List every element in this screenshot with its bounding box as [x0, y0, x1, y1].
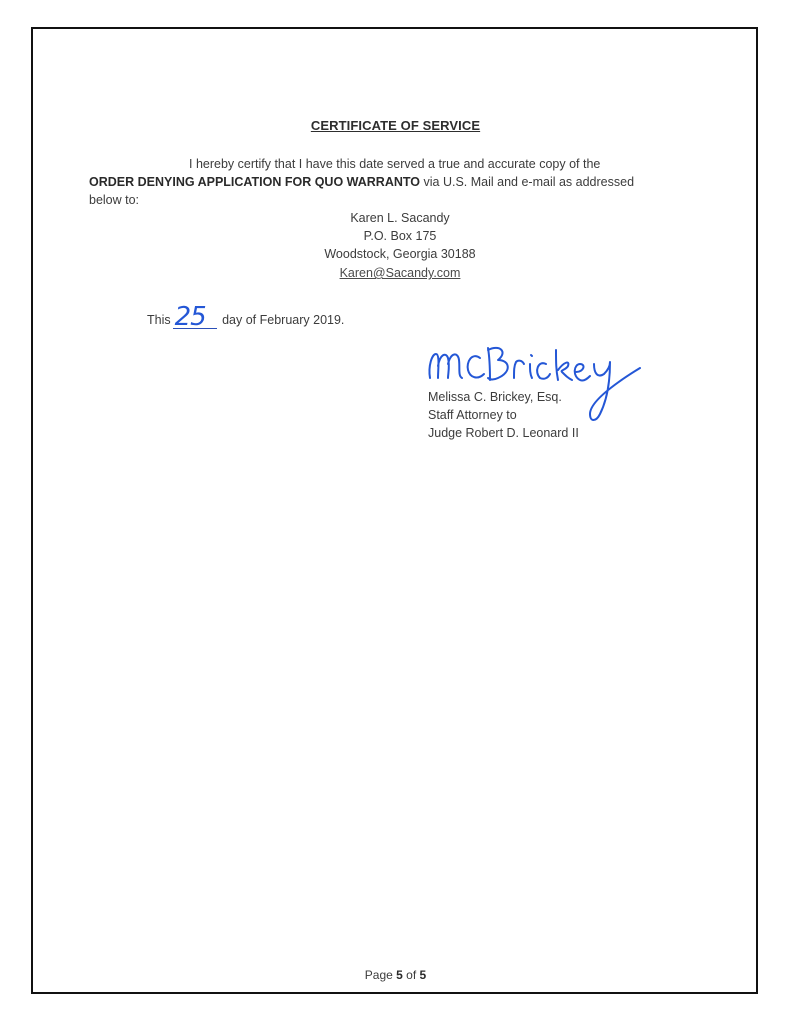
date-suffix: day of February 2019.	[218, 313, 345, 327]
certification-line-2	[89, 173, 634, 191]
signer-role: Staff Attorney to	[428, 408, 517, 422]
recipient-name: Karen L. Sacandy	[350, 211, 450, 225]
certification-line-3: below to:	[89, 193, 140, 207]
signer-judge: Judge Robert D. Leonard II	[428, 426, 579, 440]
certification-line-2-rest: via U.S. Mail and e-mail as addressed	[420, 175, 635, 189]
page-footer	[0, 968, 791, 982]
page-of-label: of	[402, 968, 420, 982]
certification-line-1: I hereby certify that I have this date served a true and accurate copy of the	[189, 157, 601, 171]
date-prefix: This	[147, 313, 171, 327]
handwritten-day: 25	[174, 302, 206, 332]
recipient-city: Woodstock, Georgia 30188	[324, 247, 476, 261]
order-title: ORDER DENYING APPLICATION FOR QUO WARRANTO	[89, 175, 421, 189]
signer-name: Melissa C. Brickey, Esq.	[428, 390, 562, 404]
total-pages-number: 5	[419, 968, 427, 982]
page-label: Page	[364, 968, 397, 982]
recipient-po-box: P.O. Box 175	[363, 229, 437, 243]
recipient-email-link[interactable]: Karen@Sacandy.com	[339, 266, 461, 280]
current-page-number: 5	[396, 968, 403, 982]
signature-block	[428, 388, 579, 442]
document-title: CERTIFICATE OF SERVICE	[310, 118, 481, 133]
day-blank	[173, 302, 217, 332]
date-line	[147, 302, 345, 332]
